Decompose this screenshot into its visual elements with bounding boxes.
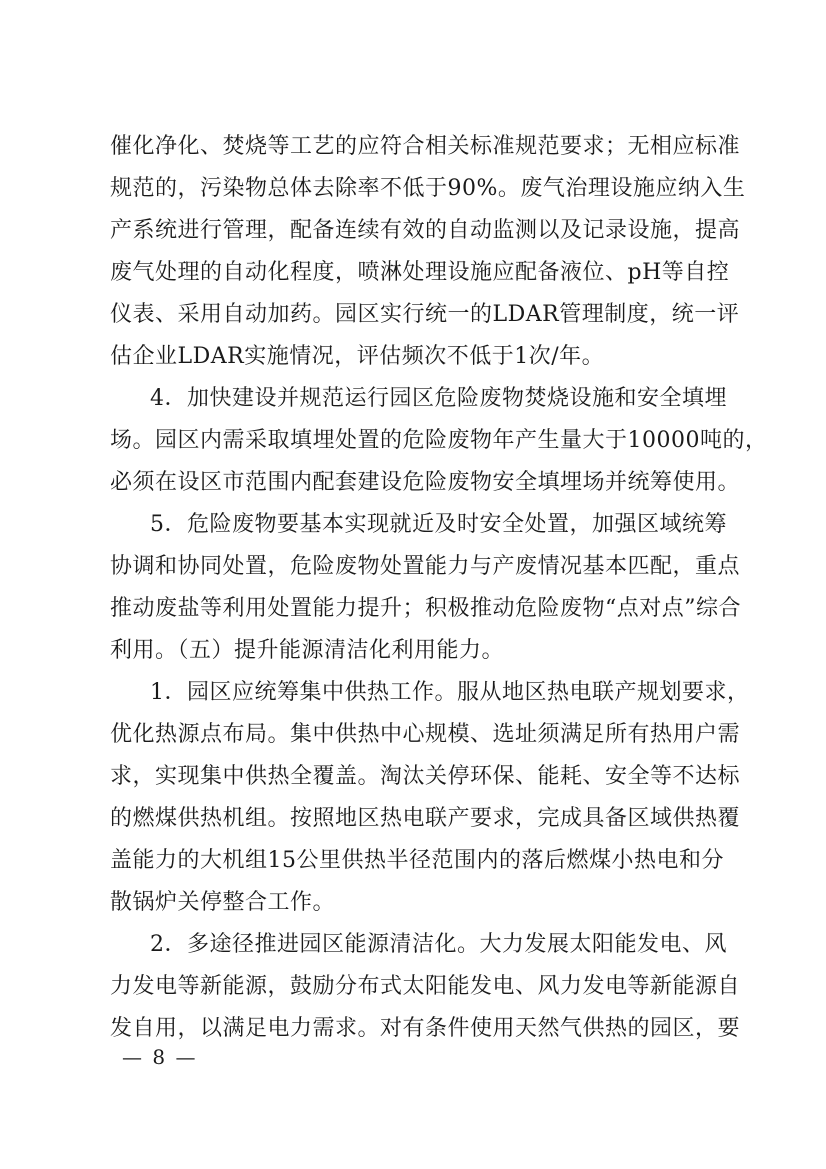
text-line: 仪表、采用自动加药。园区实行统一的LDAR管理制度，统一评 — [110, 302, 740, 327]
text-line: 1．园区应统筹集中供热工作。服从地区热电联产规划要求， — [150, 680, 750, 705]
text-line: 催化净化、焚烧等工艺的应符合相关标准规范要求；无相应标准 — [110, 134, 741, 159]
text-line: 协调和协同处置，危险废物处置能力与产废情况基本匹配，重点 — [110, 554, 741, 579]
text-line: 求，实现集中供热全覆盖。淘汰关停环保、能耗、安全等不达标 — [110, 764, 741, 789]
text-line: 4．加快建设并规范运行园区危险废物焚烧设施和安全填埋 — [150, 386, 727, 411]
text-line: 5．危险废物要基本实现就近及时安全处置，加强区域统筹 — [150, 512, 727, 537]
text-line: 估企业LDAR实施情况，评估频次不低于1次/年。 — [110, 344, 605, 369]
text-line: 盖能力的大机组15公里供热半径范围内的落后燃煤小热电和分 — [110, 848, 724, 873]
text-line: 废气处理的自动化程度，喷淋处理设施应配备液位、pH等自控 — [110, 260, 730, 285]
page-number: — 8 — — [122, 1045, 198, 1069]
text-line: 的燃煤供热机组。按照地区热电联产要求，完成具备区域供热覆 — [110, 806, 741, 831]
text-line: 场。园区内需采取填埋处置的危险废物年产生量大于10000吨的， — [110, 428, 768, 453]
text-line: 发自用，以满足电力需求。对有条件使用天然气供热的园区，要 — [110, 1016, 741, 1041]
text-line: 利用。（五）提升能源清洁化利用能力。 — [110, 638, 505, 663]
text-line: 散锅炉关停整合工作。 — [110, 890, 336, 915]
text-line: 必须在设区市范围内配套建设危险废物安全填埋场并统筹使用。 — [110, 470, 741, 495]
text-line: 力发电等新能源，鼓励分布式太阳能发电、风力发电等新能源自 — [110, 974, 741, 999]
text-line: 推动废盐等利用处置能力提升；积极推动危险废物“点对点”综合 — [110, 596, 741, 621]
text-line: 优化热源点布局。集中供热中心规模、选址须满足所有热用户需 — [110, 722, 741, 747]
text-line: 产系统进行管理，配备连续有效的自动监测以及记录设施，提高 — [110, 218, 741, 243]
text-line: 2．多途径推进园区能源清洁化。大力发展太阳能发电、风 — [150, 932, 727, 957]
text-line: 规范的，污染物总体去除率不低于90%。废气治理设施应纳入生 — [110, 176, 746, 201]
